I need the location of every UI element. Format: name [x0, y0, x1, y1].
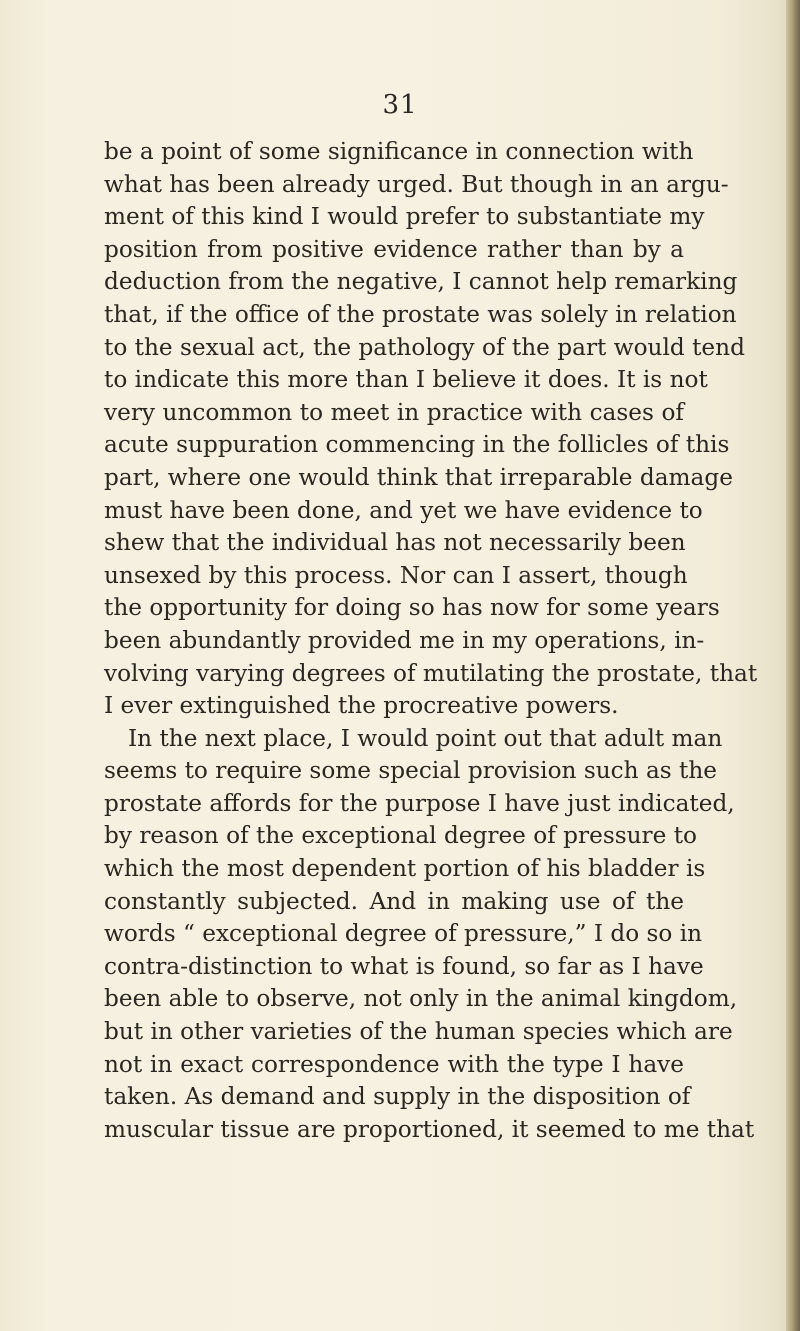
text-line: part, where one would think that irreparable damage — [104, 463, 733, 491]
text-line: volving varying degrees of mutilating the prostate, that — [104, 659, 758, 687]
text-line: deduction from the negative, I cannot help remarking — [104, 268, 738, 296]
text-line: the opportunity for doing so has now for some years — [104, 594, 720, 622]
text-line: which the most dependent portion of his bladder is — [104, 855, 706, 883]
text-line: words “ exceptional degree of pressure,” I do so in — [104, 920, 703, 948]
text-line: that, if the office of the prostate was solely in relation — [104, 300, 737, 328]
text-line: to the sexual act, the pathology of the part would tend — [104, 333, 745, 361]
text-line: by reason of the exceptional degree of pressure to — [104, 822, 698, 850]
text-line: been abundantly provided me in my operations, in- — [104, 626, 705, 654]
text-line: prostate affords for the purpose I have just indicated, — [104, 789, 735, 817]
text-line: unsexed by this process. Nor can I assert, though — [104, 561, 688, 589]
paragraph-end-line: I ever extinguished the procreative powers. — [104, 692, 619, 720]
text-line: to indicate this more than I believe it does. It is not — [104, 366, 708, 394]
text-line: must have been done, and yet we have evidence to — [104, 496, 703, 524]
text-line: not in exact correspondence with the type I have — [104, 1050, 684, 1078]
text-line: but in other varieties of the human species which are — [104, 1018, 733, 1046]
text-line: been able to observe, not only in the animal kingdom, — [104, 985, 738, 1013]
text-line: what has been already urged. But though in an argu- — [104, 170, 729, 198]
text-line: ment of this kind I would prefer to substantiate my — [104, 203, 705, 231]
paragraph-start-line: In the next place, I would point out that adult man — [128, 724, 723, 752]
page-edge-shadow — [786, 0, 800, 1331]
text-line: taken. As demand and supply in the disposition of — [104, 1083, 691, 1111]
text-line: constantly subjected. And in making use of the — [104, 887, 684, 915]
text-line: shew that the individual has not necessarily been — [104, 529, 686, 557]
text-line: position from positive evidence rather than by a — [104, 235, 684, 263]
page-number: 31 — [382, 90, 418, 120]
text-line: very uncommon to meet in practice with cases of — [104, 398, 684, 426]
text-line: seems to require some special provision such as the — [104, 757, 718, 785]
text-line: contra-distinction to what is found, so far as I have — [104, 952, 704, 980]
text-line: be a point of some significance in connection with — [104, 138, 694, 165]
text-line: muscular tissue are proportioned, it seemed to me that — [104, 1115, 755, 1143]
body-text — [104, 136, 758, 1146]
text-line: acute suppuration commencing in the follicles of this — [104, 431, 730, 459]
